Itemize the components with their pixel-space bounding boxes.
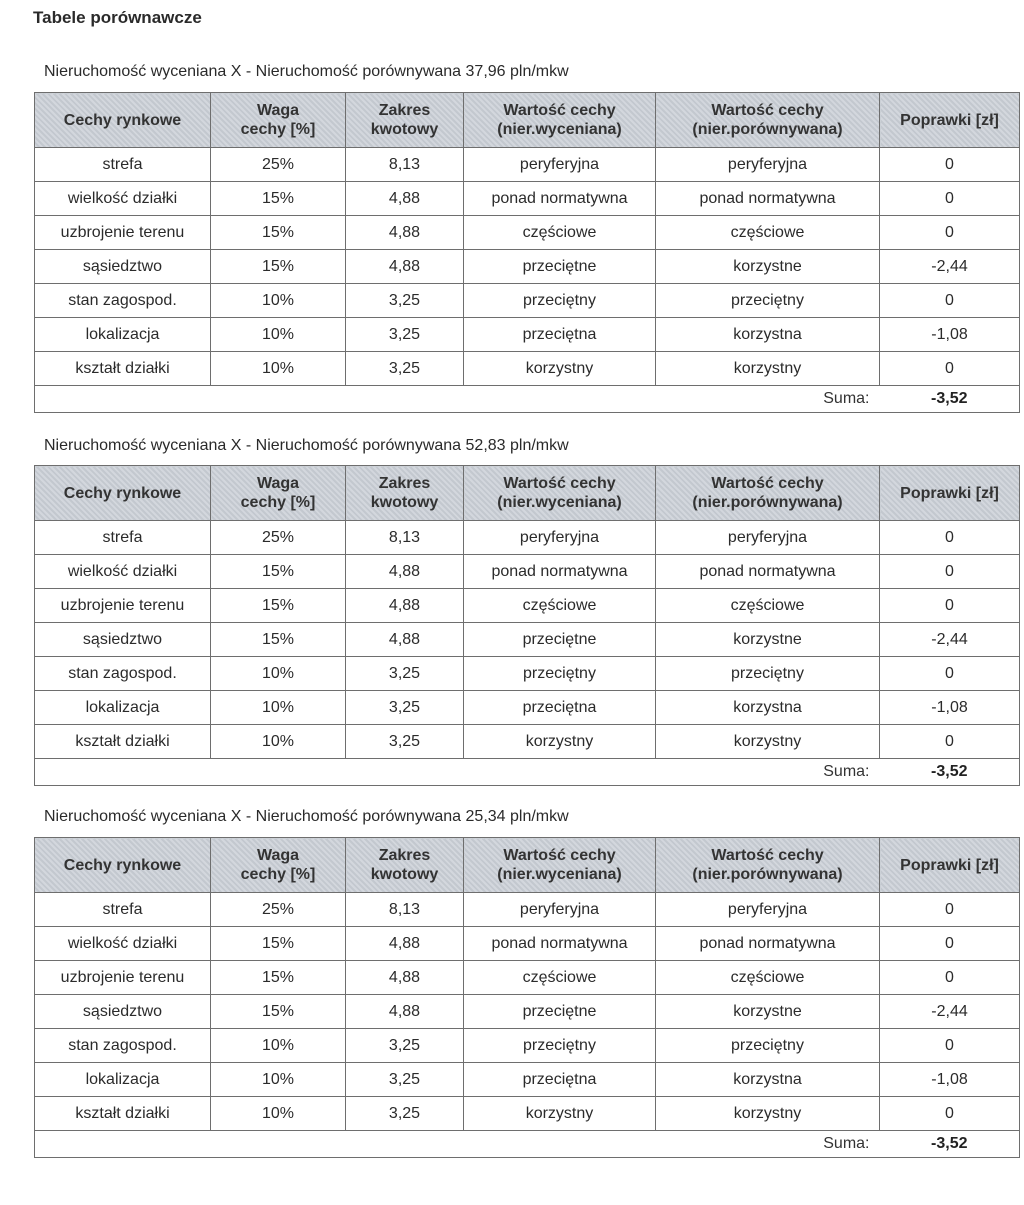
cell-poprawka: -1,08 — [880, 691, 1020, 725]
header-waga-line2: cechy [%] — [240, 494, 316, 511]
header-wartosc-porownywana — [656, 838, 880, 893]
table-row — [35, 893, 1020, 927]
cell-zakres: 8,13 — [346, 521, 464, 555]
cell-poprawka: 0 — [880, 216, 1020, 250]
cell-waga: 25% — [211, 521, 346, 555]
table-row — [35, 927, 1020, 961]
table-row — [35, 1063, 1020, 1097]
cell-zakres: 3,25 — [346, 725, 464, 759]
header-wartosc-porownywana-line1: Wartość cechy — [711, 475, 824, 492]
header-poprawki: Poprawki [zł] — [880, 838, 1020, 893]
cell-wartosc-wyceniana: przeciętny — [464, 284, 656, 318]
header-wartosc-wyceniana — [464, 466, 656, 521]
cell-poprawka: -2,44 — [880, 623, 1020, 657]
sum-label: Suma: — [656, 386, 880, 413]
cell-zakres: 4,88 — [346, 995, 464, 1029]
sum-row — [35, 1131, 1020, 1158]
cell-waga: 15% — [211, 961, 346, 995]
cell-wartosc-porownywana: częściowe — [656, 961, 880, 995]
cell-zakres: 3,25 — [346, 1063, 464, 1097]
cell-poprawka: 0 — [880, 352, 1020, 386]
header-wartosc-wyceniana-line2: (nier.wyceniana) — [497, 866, 622, 883]
header-waga-line1: Waga — [256, 475, 300, 492]
header-wartosc-porownywana-line2: (nier.porównywana) — [692, 866, 843, 883]
header-waga — [211, 838, 346, 893]
cell-wartosc-porownywana: peryferyjna — [656, 893, 880, 927]
page-title: Tabele porównawcze — [33, 8, 202, 27]
cell-waga: 15% — [211, 589, 346, 623]
cell-zakres: 3,25 — [346, 1029, 464, 1063]
cell-wartosc-porownywana: przeciętny — [656, 657, 880, 691]
cell-waga: 15% — [211, 250, 346, 284]
cell-wartosc-porownywana: ponad normatywna — [656, 555, 880, 589]
cell-waga: 10% — [211, 691, 346, 725]
header-wartosc-porownywana-line2: (nier.porównywana) — [692, 121, 843, 138]
cell-poprawka: 0 — [880, 1097, 1020, 1131]
cell-wartosc-wyceniana: przeciętne — [464, 250, 656, 284]
cell-wartosc-porownywana: korzystny — [656, 725, 880, 759]
header-waga — [211, 466, 346, 521]
table-row — [35, 284, 1020, 318]
cell-poprawka: -2,44 — [880, 250, 1020, 284]
cell-wartosc-porownywana: ponad normatywna — [656, 927, 880, 961]
header-wartosc-wyceniana-line2: (nier.wyceniana) — [497, 494, 622, 511]
cell-wartosc-porownywana: peryferyjna — [656, 148, 880, 182]
cell-wartosc-porownywana: korzystne — [656, 995, 880, 1029]
table-row — [35, 1029, 1020, 1063]
cell-zakres: 4,88 — [346, 216, 464, 250]
cell-poprawka: 0 — [880, 927, 1020, 961]
cell-poprawka: 0 — [880, 284, 1020, 318]
header-wartosc-porownywana — [656, 466, 880, 521]
cell-poprawka: 0 — [880, 182, 1020, 216]
cell-waga: 15% — [211, 555, 346, 589]
header-wartosc-wyceniana-line1: Wartość cechy — [503, 102, 616, 119]
sum-value: -3,52 — [880, 759, 1020, 786]
header-cechy-rynkowe: Cechy rynkowe — [35, 466, 211, 521]
cell-waga: 15% — [211, 995, 346, 1029]
table-row — [35, 691, 1020, 725]
cell-zakres: 8,13 — [346, 148, 464, 182]
table-row — [35, 250, 1020, 284]
cell-zakres: 4,88 — [346, 961, 464, 995]
cell-poprawka: -1,08 — [880, 318, 1020, 352]
cell-cecha: strefa — [35, 148, 211, 182]
cell-wartosc-wyceniana: częściowe — [464, 961, 656, 995]
header-poprawki: Poprawki [zł] — [880, 466, 1020, 521]
cell-wartosc-porownywana: korzystny — [656, 352, 880, 386]
cell-waga: 15% — [211, 216, 346, 250]
header-waga — [211, 93, 346, 148]
cell-zakres: 3,25 — [346, 657, 464, 691]
header-wartosc-porownywana-line1: Wartość cechy — [711, 847, 824, 864]
table-row — [35, 182, 1020, 216]
cell-zakres: 3,25 — [346, 352, 464, 386]
header-cechy-rynkowe: Cechy rynkowe — [35, 838, 211, 893]
cell-wartosc-porownywana: peryferyjna — [656, 521, 880, 555]
cell-poprawka: 0 — [880, 1029, 1020, 1063]
cell-wartosc-porownywana: korzystne — [656, 623, 880, 657]
cell-zakres: 4,88 — [346, 250, 464, 284]
cell-poprawka: 0 — [880, 725, 1020, 759]
cell-cecha: sąsiedztwo — [35, 623, 211, 657]
cell-waga: 10% — [211, 284, 346, 318]
table-row — [35, 521, 1020, 555]
cell-wartosc-porownywana: korzystny — [656, 1097, 880, 1131]
cell-cecha: sąsiedztwo — [35, 250, 211, 284]
cell-cecha: lokalizacja — [35, 691, 211, 725]
cell-waga: 10% — [211, 1097, 346, 1131]
cell-cecha: wielkość działki — [35, 182, 211, 216]
cell-waga: 25% — [211, 893, 346, 927]
cell-zakres: 3,25 — [346, 691, 464, 725]
cell-zakres: 4,88 — [346, 927, 464, 961]
header-zakres-line2: kwotowy — [370, 121, 439, 138]
header-zakres-line1: Zakres — [378, 102, 431, 119]
sum-label: Suma: — [656, 1131, 880, 1158]
header-wartosc-porownywana-line2: (nier.porównywana) — [692, 494, 843, 511]
header-zakres-line2: kwotowy — [370, 866, 439, 883]
table-caption: Nieruchomość wyceniana X - Nieruchomość porównywana 52,83 pln/mkw — [44, 437, 569, 454]
cell-cecha: kształt działki — [35, 1097, 211, 1131]
sum-row-spacer — [35, 1131, 656, 1158]
table-row — [35, 725, 1020, 759]
comparison-table — [34, 465, 1020, 786]
header-waga-line2: cechy [%] — [240, 121, 316, 138]
cell-wartosc-wyceniana: przeciętne — [464, 623, 656, 657]
sum-row — [35, 386, 1020, 413]
sum-value: -3,52 — [880, 1131, 1020, 1158]
cell-cecha: stan zagospod. — [35, 657, 211, 691]
cell-zakres: 4,88 — [346, 589, 464, 623]
table-row — [35, 555, 1020, 589]
cell-wartosc-wyceniana: peryferyjna — [464, 148, 656, 182]
sum-row — [35, 759, 1020, 786]
table-caption: Nieruchomość wyceniana X - Nieruchomość porównywana 37,96 pln/mkw — [44, 63, 569, 80]
cell-poprawka: 0 — [880, 589, 1020, 623]
header-cechy-rynkowe: Cechy rynkowe — [35, 93, 211, 148]
cell-waga: 15% — [211, 927, 346, 961]
cell-wartosc-porownywana: częściowe — [656, 589, 880, 623]
table-row — [35, 148, 1020, 182]
cell-wartosc-porownywana: przeciętny — [656, 284, 880, 318]
cell-waga: 10% — [211, 1063, 346, 1097]
cell-poprawka: 0 — [880, 893, 1020, 927]
cell-poprawka: 0 — [880, 555, 1020, 589]
header-waga-line1: Waga — [256, 102, 300, 119]
sum-value: -3,52 — [880, 386, 1020, 413]
cell-cecha: strefa — [35, 521, 211, 555]
cell-cecha: kształt działki — [35, 725, 211, 759]
cell-wartosc-wyceniana: częściowe — [464, 589, 656, 623]
cell-wartosc-wyceniana: korzystny — [464, 725, 656, 759]
cell-zakres: 3,25 — [346, 1097, 464, 1131]
header-zakres — [346, 93, 464, 148]
cell-wartosc-porownywana: częściowe — [656, 216, 880, 250]
header-wartosc-wyceniana-line1: Wartość cechy — [503, 475, 616, 492]
cell-wartosc-wyceniana: korzystny — [464, 1097, 656, 1131]
header-wartosc-wyceniana — [464, 93, 656, 148]
cell-wartosc-wyceniana: przeciętna — [464, 318, 656, 352]
table-row — [35, 961, 1020, 995]
comparison-table — [34, 92, 1020, 413]
cell-poprawka: -1,08 — [880, 1063, 1020, 1097]
cell-cecha: lokalizacja — [35, 1063, 211, 1097]
cell-wartosc-wyceniana: peryferyjna — [464, 893, 656, 927]
sum-label: Suma: — [656, 759, 880, 786]
cell-poprawka: 0 — [880, 148, 1020, 182]
cell-cecha: stan zagospod. — [35, 284, 211, 318]
sum-row-spacer — [35, 759, 656, 786]
cell-cecha: uzbrojenie terenu — [35, 961, 211, 995]
table-row — [35, 352, 1020, 386]
table-row — [35, 589, 1020, 623]
cell-zakres: 3,25 — [346, 284, 464, 318]
cell-zakres: 4,88 — [346, 623, 464, 657]
table-header-row — [35, 838, 1020, 893]
cell-waga: 15% — [211, 182, 346, 216]
cell-waga: 10% — [211, 1029, 346, 1063]
cell-cecha: uzbrojenie terenu — [35, 216, 211, 250]
header-wartosc-wyceniana-line1: Wartość cechy — [503, 847, 616, 864]
sum-row-spacer — [35, 386, 656, 413]
cell-wartosc-wyceniana: przeciętny — [464, 657, 656, 691]
cell-cecha: strefa — [35, 893, 211, 927]
table-row — [35, 318, 1020, 352]
cell-cecha: wielkość działki — [35, 927, 211, 961]
cell-waga: 25% — [211, 148, 346, 182]
cell-poprawka: 0 — [880, 521, 1020, 555]
cell-cecha: uzbrojenie terenu — [35, 589, 211, 623]
cell-cecha: wielkość działki — [35, 555, 211, 589]
cell-cecha: sąsiedztwo — [35, 995, 211, 1029]
header-poprawki: Poprawki [zł] — [880, 93, 1020, 148]
header-wartosc-wyceniana — [464, 838, 656, 893]
cell-wartosc-wyceniana: ponad normatywna — [464, 927, 656, 961]
cell-wartosc-wyceniana: przeciętne — [464, 995, 656, 1029]
cell-poprawka: 0 — [880, 961, 1020, 995]
cell-waga: 10% — [211, 725, 346, 759]
header-wartosc-porownywana-line1: Wartość cechy — [711, 102, 824, 119]
cell-wartosc-porownywana: korzystna — [656, 318, 880, 352]
cell-zakres: 4,88 — [346, 555, 464, 589]
cell-zakres: 4,88 — [346, 182, 464, 216]
cell-cecha: lokalizacja — [35, 318, 211, 352]
header-waga-line2: cechy [%] — [240, 866, 316, 883]
cell-wartosc-wyceniana: przeciętna — [464, 1063, 656, 1097]
cell-wartosc-porownywana: korzystna — [656, 691, 880, 725]
cell-wartosc-wyceniana: peryferyjna — [464, 521, 656, 555]
cell-wartosc-wyceniana: przeciętna — [464, 691, 656, 725]
cell-wartosc-porownywana: korzystne — [656, 250, 880, 284]
cell-zakres: 8,13 — [346, 893, 464, 927]
cell-waga: 10% — [211, 352, 346, 386]
header-zakres-line1: Zakres — [378, 847, 431, 864]
table-row — [35, 623, 1020, 657]
table-header-row — [35, 93, 1020, 148]
cell-wartosc-wyceniana: przeciętny — [464, 1029, 656, 1063]
header-waga-line1: Waga — [256, 847, 300, 864]
cell-cecha: stan zagospod. — [35, 1029, 211, 1063]
header-wartosc-wyceniana-line2: (nier.wyceniana) — [497, 121, 622, 138]
table-row — [35, 216, 1020, 250]
table-header-row — [35, 466, 1020, 521]
cell-wartosc-porownywana: korzystna — [656, 1063, 880, 1097]
cell-wartosc-wyceniana: częściowe — [464, 216, 656, 250]
header-zakres — [346, 838, 464, 893]
cell-wartosc-porownywana: przeciętny — [656, 1029, 880, 1063]
cell-cecha: kształt działki — [35, 352, 211, 386]
cell-wartosc-wyceniana: korzystny — [464, 352, 656, 386]
table-row — [35, 1097, 1020, 1131]
cell-wartosc-wyceniana: ponad normatywna — [464, 182, 656, 216]
cell-zakres: 3,25 — [346, 318, 464, 352]
header-wartosc-porownywana — [656, 93, 880, 148]
table-row — [35, 657, 1020, 691]
cell-waga: 10% — [211, 657, 346, 691]
cell-poprawka: 0 — [880, 657, 1020, 691]
comparison-table — [34, 837, 1020, 1158]
cell-poprawka: -2,44 — [880, 995, 1020, 1029]
header-zakres — [346, 466, 464, 521]
header-zakres-line1: Zakres — [378, 475, 431, 492]
table-caption: Nieruchomość wyceniana X - Nieruchomość porównywana 25,34 pln/mkw — [44, 808, 569, 825]
cell-wartosc-porownywana: ponad normatywna — [656, 182, 880, 216]
header-zakres-line2: kwotowy — [370, 494, 439, 511]
cell-waga: 10% — [211, 318, 346, 352]
cell-waga: 15% — [211, 623, 346, 657]
table-row — [35, 995, 1020, 1029]
cell-wartosc-wyceniana: ponad normatywna — [464, 555, 656, 589]
